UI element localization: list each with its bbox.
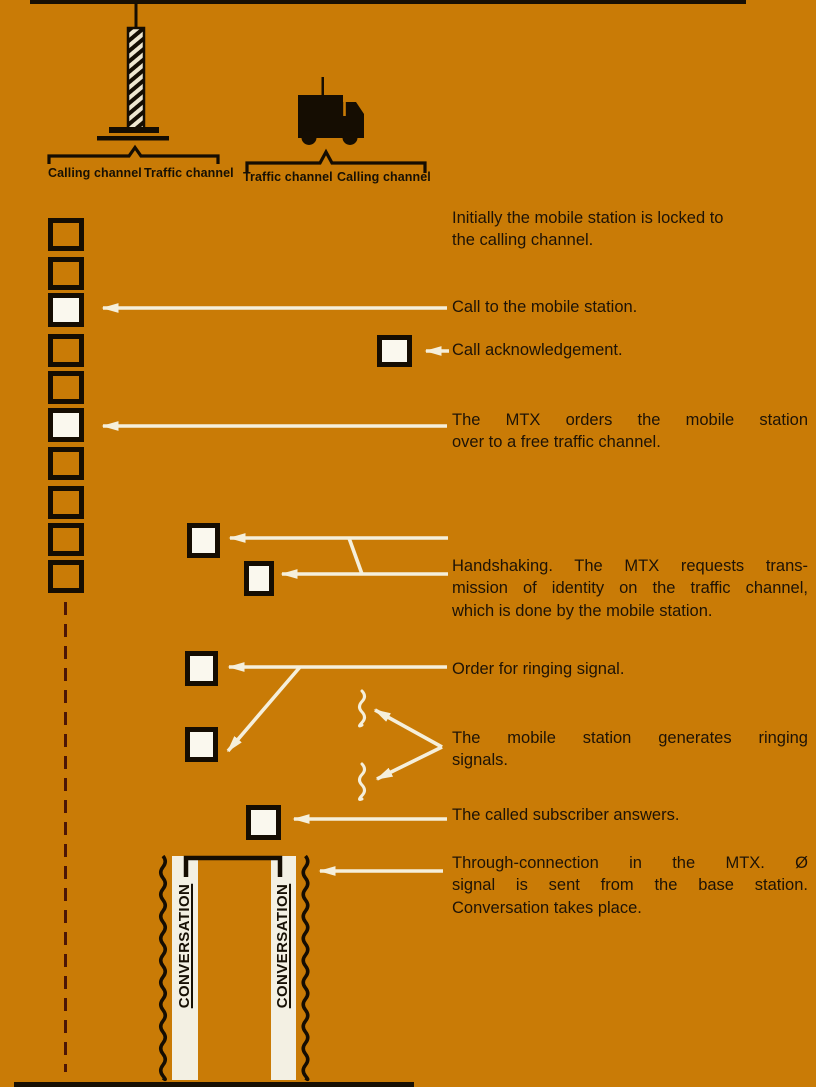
step-text-through	[452, 852, 808, 919]
step-text-ack	[452, 339, 808, 361]
step-text-ring-order	[452, 658, 808, 680]
ring-generate-arrow-lower	[377, 747, 442, 779]
calling-channel-slot-1	[48, 218, 84, 251]
calling-channel-slot-8	[48, 486, 84, 519]
ring-generate-square	[185, 727, 218, 762]
step-text-handshake	[452, 555, 808, 622]
calling-channel-slot-5	[48, 371, 84, 404]
step-line: The called subscriber answers.	[452, 806, 680, 824]
top-edge-bar	[30, 0, 746, 4]
step-line: The MTX orders the mobile station	[452, 411, 808, 429]
antenna-mast-icon	[97, 3, 169, 141]
calling-channel-slot-9	[48, 523, 84, 556]
calling-channel-slot-2	[48, 257, 84, 290]
mobile-station-traffic-channel-label: Traffic channel	[243, 170, 333, 184]
ring-order-branch-arrow	[228, 667, 300, 751]
step-line: which is done by the mobile station.	[452, 601, 713, 620]
step-line: The mobile station generates ringing	[452, 729, 808, 747]
conversation-squiggle-left	[161, 856, 166, 1079]
step-text-mtx-order	[452, 409, 808, 454]
calling-channel-slot-7	[48, 447, 84, 480]
step-line: Order for ringing signal.	[452, 660, 625, 678]
step-line: the calling channel.	[452, 231, 594, 250]
step-text-locked	[452, 207, 808, 252]
ring-order-square	[185, 651, 218, 686]
step-text-answer	[452, 804, 808, 826]
bottom-edge-bar	[14, 1082, 414, 1087]
calling-channel-dashed-line	[64, 602, 67, 1072]
calling-channel-slot-10	[48, 560, 84, 593]
step-line: Call to the mobile station.	[452, 298, 638, 316]
ringing-squiggle-1	[360, 691, 365, 726]
step-line: Through-connection in the MTX. Ø	[452, 854, 808, 872]
base-station-bracket	[49, 148, 218, 165]
step-line: mission of identity on the traffic channel,	[452, 579, 808, 598]
step-text-ring-gen	[452, 727, 808, 772]
conversation-label-left: CONVERSATION	[176, 883, 193, 1009]
step-line: signals.	[452, 751, 508, 770]
ring-generate-arrow-upper	[375, 710, 442, 747]
call-acknowledgement-square	[377, 335, 412, 367]
base-station-traffic-channel-label: Traffic channel	[144, 166, 234, 180]
mobile-station-calling-channel-label: Calling channel	[337, 170, 431, 184]
truck-icon	[298, 77, 364, 145]
step-line: Initially the mobile station is locked to	[452, 209, 724, 227]
handshake-arrow-connector	[349, 538, 362, 574]
answer-square	[246, 805, 281, 840]
base-station-calling-channel-label: Calling channel	[48, 166, 142, 180]
calling-channel-slot-4	[48, 334, 84, 367]
step-text-call	[452, 296, 808, 318]
handshake-square-2	[244, 561, 274, 596]
step-line: Handshaking. The MTX requests trans-	[452, 557, 808, 575]
handshake-square-1	[187, 523, 220, 558]
step-line: Call acknowledgement.	[452, 341, 623, 359]
ringing-squiggle-2	[360, 764, 365, 799]
conversation-bracket	[186, 858, 280, 877]
conversation-squiggle-right	[303, 856, 308, 1079]
step-line: over to a free traffic channel.	[452, 433, 661, 452]
calling-channel-slot-3-call-signal	[48, 293, 84, 327]
calling-channel-slot-6-order-signal	[48, 408, 84, 442]
step-line: signal is sent from the base station.	[452, 876, 808, 895]
step-line: Conversation takes place.	[452, 898, 642, 917]
conversation-label-right: CONVERSATION	[274, 883, 291, 1009]
